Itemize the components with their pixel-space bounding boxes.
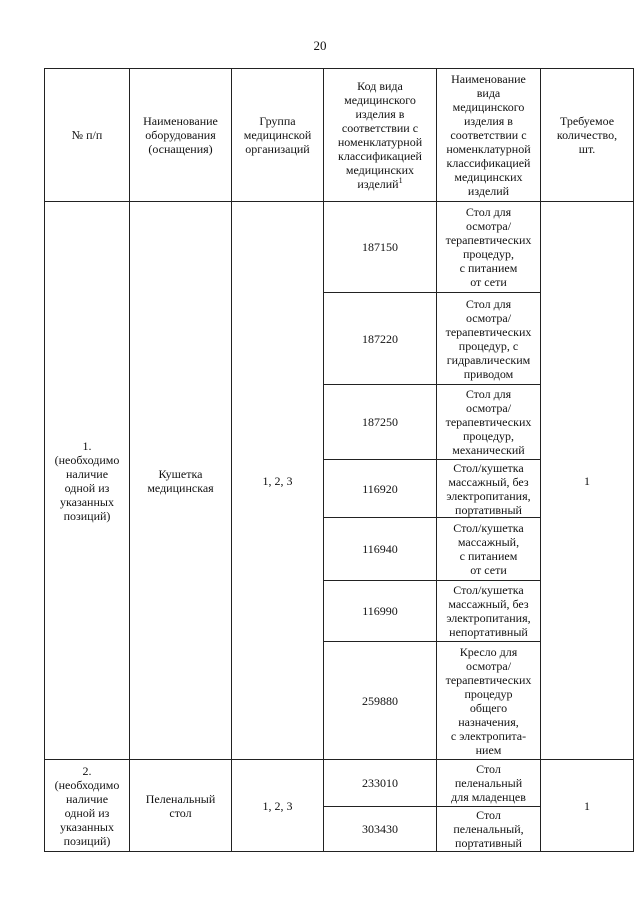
equipment-table xyxy=(44,68,634,852)
cell-code: 116990 xyxy=(324,581,437,642)
header-num: № п/п xyxy=(45,69,130,202)
cell-num: 1. (необходимо наличие одной из указанных позиций) xyxy=(45,202,130,760)
cell-code: 116940 xyxy=(324,518,437,581)
cell-code: 187220 xyxy=(324,293,437,385)
cell-group: 1, 2, 3 xyxy=(232,202,324,760)
cell-group: 1, 2, 3 xyxy=(232,760,324,852)
cell-code: 116920 xyxy=(324,460,437,518)
cell-kind: Стол пеленальный для младенцев xyxy=(437,760,541,807)
header-kind: Наименование вида медицинского изделия в соответствии с номенклатурной классификацией медицинских изделий xyxy=(437,69,541,202)
cell-equipment: Пеленальный стол xyxy=(130,760,232,852)
header-equipment: Наименование оборудования (оснащения) xyxy=(130,69,232,202)
cell-kind: Стол для осмотра/ терапевтических процедур, с гидравлическим приводом xyxy=(437,293,541,385)
page-number: 20 xyxy=(313,38,327,53)
cell-kind: Стол для осмотра/ терапевтических процедур, механический xyxy=(437,385,541,460)
header-code xyxy=(324,69,437,202)
cell-kind: Кресло для осмотра/ терапевтических процедур общего назначения, с электропита- нием xyxy=(437,642,541,760)
cell-quantity: 1 xyxy=(541,202,634,760)
cell-code: 187250 xyxy=(324,385,437,460)
cell-code: 233010 xyxy=(324,760,437,807)
cell-code: 303430 xyxy=(324,807,437,852)
cell-kind: Стол/кушетка массажный, без электропитания, портативный xyxy=(437,460,541,518)
header-quantity: Требуемое количество, шт. xyxy=(541,69,634,202)
cell-num: 2. (необходимо наличие одной из указанных позиций) xyxy=(45,760,130,852)
table-header-row xyxy=(45,69,634,202)
cell-code: 187150 xyxy=(324,202,437,293)
header-group: Группа медицинской организаций xyxy=(232,69,324,202)
cell-kind: Стол/кушетка массажный, с питанием от сети xyxy=(437,518,541,581)
cell-kind: Стол/кушетка массажный, без электропитания, непортативный xyxy=(437,581,541,642)
cell-equipment: Кушетка медицинская xyxy=(130,202,232,760)
header-code-text: Код вида медицинского изделия в соответствии с номенклатурной классификацией медицинских изделий xyxy=(337,79,423,191)
table-row xyxy=(45,760,634,807)
table-row xyxy=(45,202,634,293)
cell-kind: Стол для осмотра/ терапевтических процедур, с питанием от сети xyxy=(437,202,541,293)
footnote-marker: 1 xyxy=(398,176,403,185)
cell-kind: Стол пеленальный, портативный xyxy=(437,807,541,852)
cell-code: 259880 xyxy=(324,642,437,760)
cell-quantity: 1 xyxy=(541,760,634,852)
